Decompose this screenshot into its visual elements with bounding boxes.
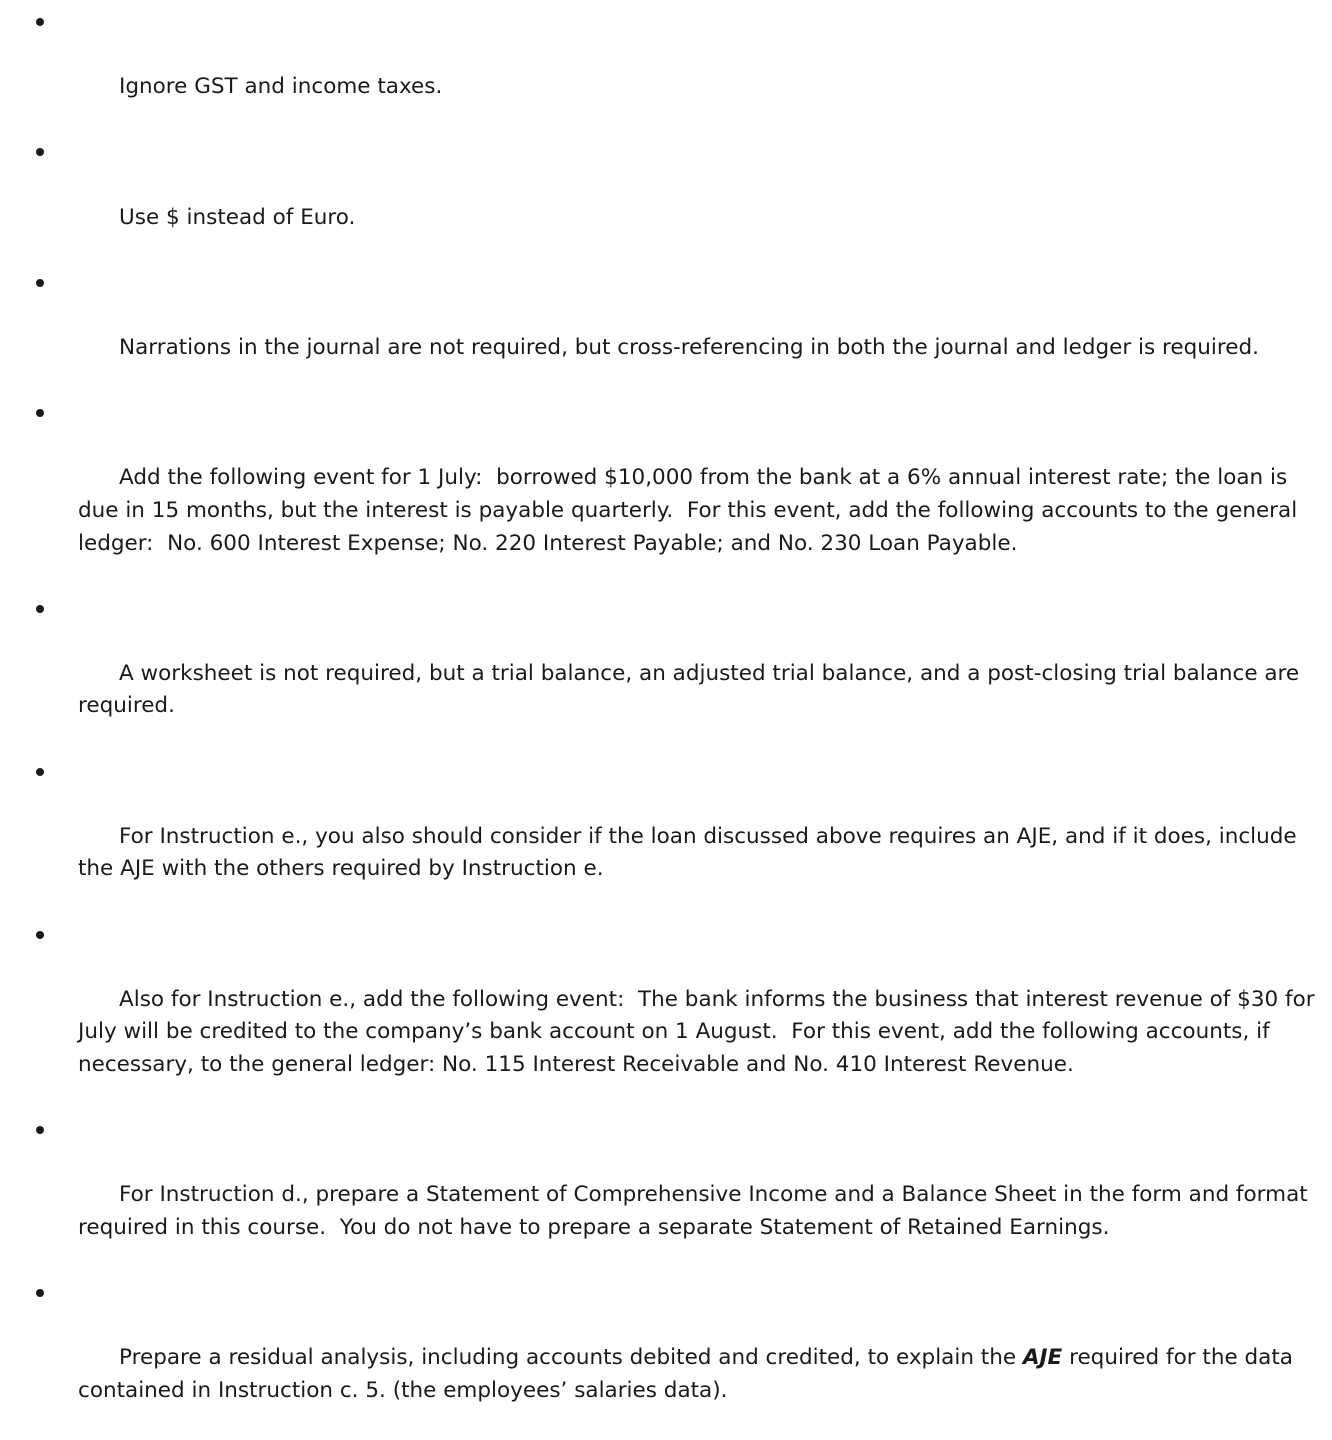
list-item — [0, 756, 1332, 919]
list-item-text: For Instruction d., prepare a Statement of Comprehensive Income and a Balance Sheet in the form and format required in this course. You do not have to prepare a separate Statement of Retained Earnings. — [78, 1182, 1315, 1240]
list-item — [0, 593, 1332, 756]
list-item — [0, 136, 1332, 266]
list-item — [0, 919, 1332, 1115]
emphasis-aje: AJE — [1022, 1345, 1063, 1371]
list-item-text: Add the following event for 1 July: borrowed $10,000 from the bank at a 6% annual interest rate; the loan is due in 15 months, but the interest is payable quarterly. For this event, add the following accounts to the general ledger: No. 600 Interest Expense; No. 220 Interest Payable; and No. 230 Loan Payable. — [78, 465, 1305, 556]
bullet-dot-icon — [36, 148, 44, 156]
list-item — [0, 267, 1332, 397]
bullet-dot-icon — [36, 18, 44, 26]
list-item-text: Use $ instead of Euro. — [119, 204, 356, 230]
bullet-dot-icon — [36, 768, 44, 776]
list-item — [0, 6, 1332, 136]
list-item-text-after: required for the data contained in Instruction c. 5. (the employees’ salaries data). — [78, 1345, 1300, 1403]
list-item-text — [78, 1345, 1300, 1403]
bullet-dot-icon — [36, 279, 44, 287]
list-item-text: Narrations in the journal are not required, but cross-referencing in both the journal and ledger is required. — [119, 334, 1259, 360]
list-item — [0, 1114, 1332, 1277]
list-item — [0, 397, 1332, 593]
instruction-bullet-list — [0, 6, 1332, 1440]
list-item-text: Ignore GST and income taxes. — [119, 74, 443, 100]
list-item-text-before: Prepare a residual analysis, including accounts debited and credited, to explain the — [119, 1345, 1023, 1371]
list-item-text: A worksheet is not required, but a trial balance, an adjusted trial balance, and a post-closing trial balance are required. — [78, 660, 1306, 719]
list-item-text: For Instruction e., you also should consider if the loan discussed above requires an AJE, and if it does, include the AJE with the others required by Instruction e. — [78, 823, 1304, 882]
bullet-dot-icon — [36, 931, 44, 939]
bullet-dot-icon — [36, 1289, 44, 1297]
bullet-dot-icon — [36, 409, 44, 417]
list-item — [0, 1277, 1332, 1440]
list-item-text: Also for Instruction e., add the following event: The bank informs the business that interest revenue of $30 for July will be credited to the company’s bank account on 1 August. For this event, add the following accounts, if necessary, to the general ledger: No. 115 Interest Receivable and No. 410 Interest Revenue. — [78, 986, 1322, 1077]
bullet-dot-icon — [36, 605, 44, 613]
bullet-dot-icon — [36, 1126, 44, 1134]
